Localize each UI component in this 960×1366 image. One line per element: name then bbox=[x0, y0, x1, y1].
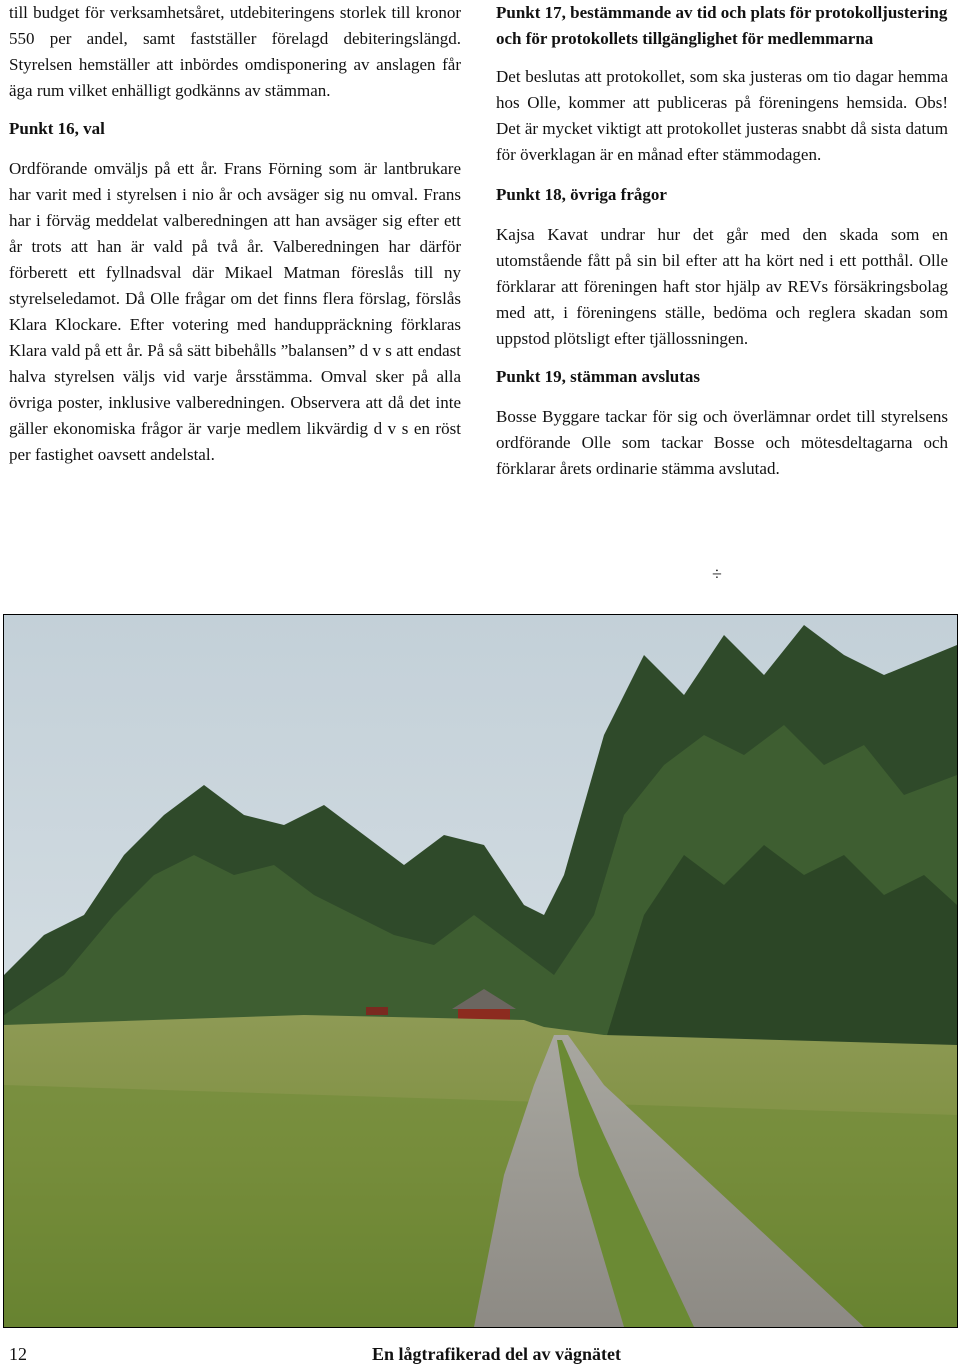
section-divider: ÷ bbox=[712, 564, 722, 584]
heading-punkt-16: Punkt 16, val bbox=[9, 119, 105, 138]
paragraph-protokoll: Det beslutas att protokollet, som ska justeras om tio dagar hemma hos Olle, kommer att publiceras på föreningens hemsida. Obs! Det är mycket viktigt att protokollet justeras snabbt då sista datum för överklagan är en månad efter stämmodagen. bbox=[496, 67, 948, 164]
road-scene-illustration bbox=[4, 615, 957, 1327]
heading-punkt-17: Punkt 17, bestämmande av tid och plats för protokolljustering och för protokollets tillgänglighet för medlemmarna bbox=[496, 3, 948, 48]
paragraph-avslutas: Bosse Byggare tackar för sig och överlämnar ordet till styrelsens ordförande Olle som tackar Bosse och mötesdeltagarna och förklarar årets ordinarie stämma avslutad. bbox=[496, 407, 948, 478]
heading-punkt-19: Punkt 19, stämman avslutas bbox=[496, 367, 701, 386]
paragraph-budget: till budget för verksamhetsåret, utdebiteringens storlek till kronor 550 per andel, samt fastställer förelagd debiteringslängd. Styrelsen hemställer att inbördes omdisponering av anslagen får äga rum vilket enhälligt godkänns av stämman. bbox=[9, 3, 461, 100]
paragraph-val: Ordförande omväljs på ett år. Frans Förning som är lantbrukare har varit med i styrelsen i nio år och avsäger sig nu omval. Frans har i förväg meddelat valberedningen att han avsäger sig efter ett år trots att han är vald på två år. Valberedningen har därför förberett ett fyllnadsval där Mikael Matman föreslås till ny styrelseledamot. Då Olle frågar om det finns flera förslag, förslås Klara Klockare. Efter votering med handuppräckning förklaras Klara vald på ett år. På så sätt bibehålls ”balansen” d v s att endast halva styrelsen väljs vid varje årsstämma. Omval sker på alla övriga poster, inklusive valberedningen. Observera att då det inte gäller ekonomiska frågor är varje medlem likvärdig d v s en röst per fastighet oavsett andelstal. bbox=[9, 159, 461, 464]
road-photo bbox=[3, 614, 958, 1328]
page-number: 12 bbox=[9, 1344, 27, 1364]
left-column bbox=[9, 0, 461, 468]
right-column bbox=[496, 0, 948, 482]
paragraph-ovriga-fragor: Kajsa Kavat undrar hur det går med den skada som en utomstående fått på sin bil efter att ha kört ned i ett potthål. Olle förklarar att föreningen haft stor hjälp av REVs försäkringsbolag med att, i föreningens ställe, bedöma och reglera skadan som uppstod plötsligt efter tjällossningen. bbox=[496, 225, 948, 348]
heading-punkt-18: Punkt 18, övriga frågor bbox=[496, 185, 667, 204]
footer-title: En lågtrafikerad del av vägnätet bbox=[372, 1344, 621, 1364]
